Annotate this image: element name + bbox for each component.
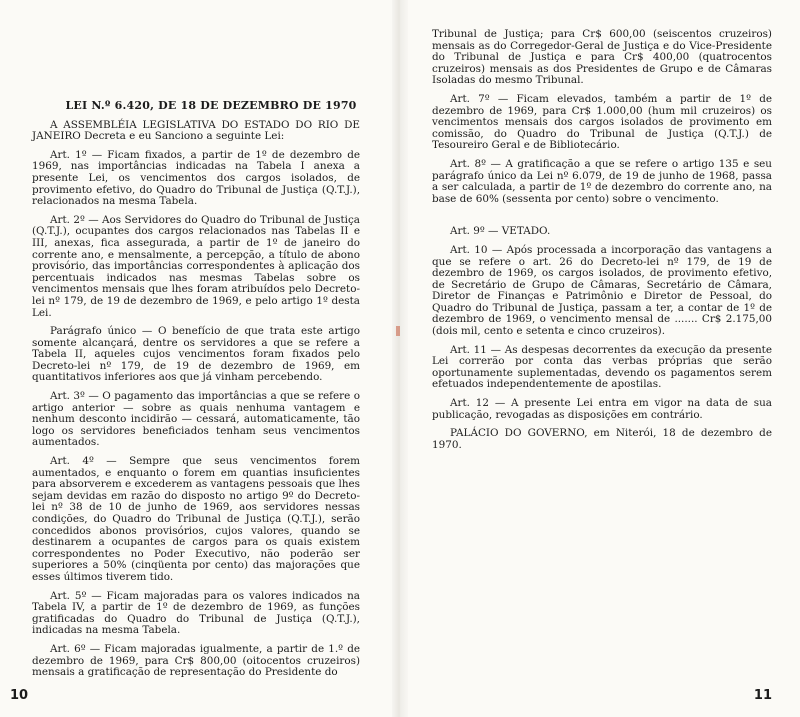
preamble: A ASSEMBLÉIA LEGISLATIVA DO ESTADO DO RIO DE JANEIRO Decreta e eu Sanciono a seguinte Lei: — [32, 118, 360, 143]
article-12: Art. 12 — A presente Lei entra em vigor na data de sua publicação, revogadas as disposições em contrário. — [432, 397, 772, 421]
article-3: Art. 3º — O pagamento das importâncias a que se refere o artigo anterior — sobre as quais nenhuma vantagem e nenhum desconto incidirão — cessará, automaticamente, tão logo os servidores beneficiados tenham seus vencimentos aumentados. — [32, 390, 360, 449]
right-text-column — [432, 29, 772, 458]
article-5: Art. 5º — Ficam majoradas para os valores indicados na Tabela IV, a partir de 1º de dezembro de 1969, as funções gratificadas do Quadro do Tribunal de Justiça (Q.T.J.), indicadas na mesma Tabela. — [32, 589, 360, 637]
law-heading: LEI N.º 6.420, DE 18 DE DEZEMBRO DE 1970 — [65, 99, 357, 112]
page-number-left: 10 — [10, 688, 29, 703]
article-4: Art. 4º — Sempre que seus vencimentos forem aumentados, e enquanto o forem em quantias insuficientes para absorverem e excederem as vantagens pessoais que lhes sejam devidas em razão do disposto no artigo 9º do Decreto-lei nº 38 de 10 de junho de 1969, aos servidores nessas condições, do Quadro do Tribunal de Justiça (Q.T.J.), serão concedidos abonos provisórios, cujos valores, quando se destinarem a ocupantes de cargos para os quais existem correspondentes no Poder Executivo, não poderão ser superiores a 50% (cinqüenta por cento) das majorações que esses últimos tiverem tido. — [32, 455, 360, 583]
left-page — [0, 0, 396, 717]
page-number-right: 11 — [753, 688, 772, 703]
article-2: Art. 2º — Aos Servidores do Quadro do Tribunal de Justiça (Q.T.J.), ocupantes dos cargos relacionados nas Tabelas II e III, anexas, fica assegurada, a partir de 1º de janeiro do corrente ano, e mensalmente, a percepção, a título de abono provisório, das importâncias correspondentes à aplicação dos percentuais indicados nas mesmas Tabelas sobre os vencimentos mensais que lhes foram atribuídos pelo Decreto-lei nº 179, de 19 de dezembro de 1969, e pelo artigo 1º desta Lei. — [32, 213, 360, 319]
signature-line: PALÁCIO DO GOVERNO, em Niterói, 18 de dezembro de 1970. — [432, 427, 772, 451]
article-11: Art. 11 — As despesas decorrentes da execução da presente Lei correrão por conta das verbas próprias que serão oportunamente suplementadas, devendo os pagamentos serem efetuados independentemente de apostilas. — [432, 343, 772, 391]
article-8: Art. 8º — A gratificação a que se refere o artigo 135 e seu parágrafo único da Lei nº 6.079, de 19 de junho de 1968, passa a ser calculada, a partir de 1º de dezembro do corrente ano, na base de 60% (sessenta por cento) sobre o vencimento. — [432, 157, 772, 205]
article-7: Art. 7º — Ficam elevados, também a partir de 1º de dezembro de 1969, para Cr$ 1.000,00 (hum mil cruzeiros) os vencimentos mensais dos cargos isolados de provimento em comissão, do Quadro do Tribunal de Justiça (Q.T.J.) de Tesoureiro Geral e de Bibliotecário. — [432, 92, 772, 152]
left-text-column — [32, 92, 360, 686]
right-page — [404, 0, 800, 717]
article-6-continued: Tribunal de Justiça; para Cr$ 600,00 (seiscentos cruzeiros) mensais as do Corregedor-Geral de Justiça e do Vice-Presidente do Tribunal de Justiça e para Cr$ 400,00 (quatrocentos cruzeiros) mensais as dos Presidentes de Grupo e de Câmaras Isoladas do mesmo Tribunal. — [432, 28, 772, 87]
article-9: Art. 9º — VETADO. — [450, 225, 551, 238]
article-1: Art. 1º — Ficam fixados, a partir de 1º de dezembro de 1969, nas importâncias indicadas na Tabela I anexa a presente Lei, os vencimentos dos cargos isolados, de provimento efetivo, do Quadro do Tribunal de Justiça (Q.T.J.), relacionados na mesma Tabela. — [32, 148, 360, 208]
article-10: Art. 10 — Após processada a incorporação das vantagens a que se refere o art. 26 do Decreto-lei nº 179, de 19 de dezembro de 1969, os cargos isolados, de provimento efetivo, de Secretário de Grupo de Câmaras, Secretário de Câmara, Diretor de Finanças e Patrimônio e Diretor de Pessoal, do Quadro do Tribunal de Justiça, passam a ter, a contar de 1º de dezembro de 1969, o vencimento mensal de ....... Cr$ 2.175,00 (dois mil, cento e setenta e cinco cruzeiros). — [432, 243, 772, 338]
margin-mark — [396, 326, 400, 336]
article-2-paragraph-unico: Parágrafo único — O benefício de que trata este artigo somente alcançará, dentre os servidores a que se refere a Tabela II, aqueles cujos vencimentos foram fixados pelo Decreto-lei nº 179, de 19 de dezembro de 1969, em quantitativos inferiores aos que já vinham percebendo. — [32, 325, 360, 384]
section-gap — [432, 212, 772, 226]
article-6: Art. 6º — Ficam majoradas igualmente, a partir de 1.º de dezembro de 1969, para Cr$ 800,00 (oitocentos cruzeiros) mensais a gratificação de representação do Presidente do — [32, 642, 360, 679]
